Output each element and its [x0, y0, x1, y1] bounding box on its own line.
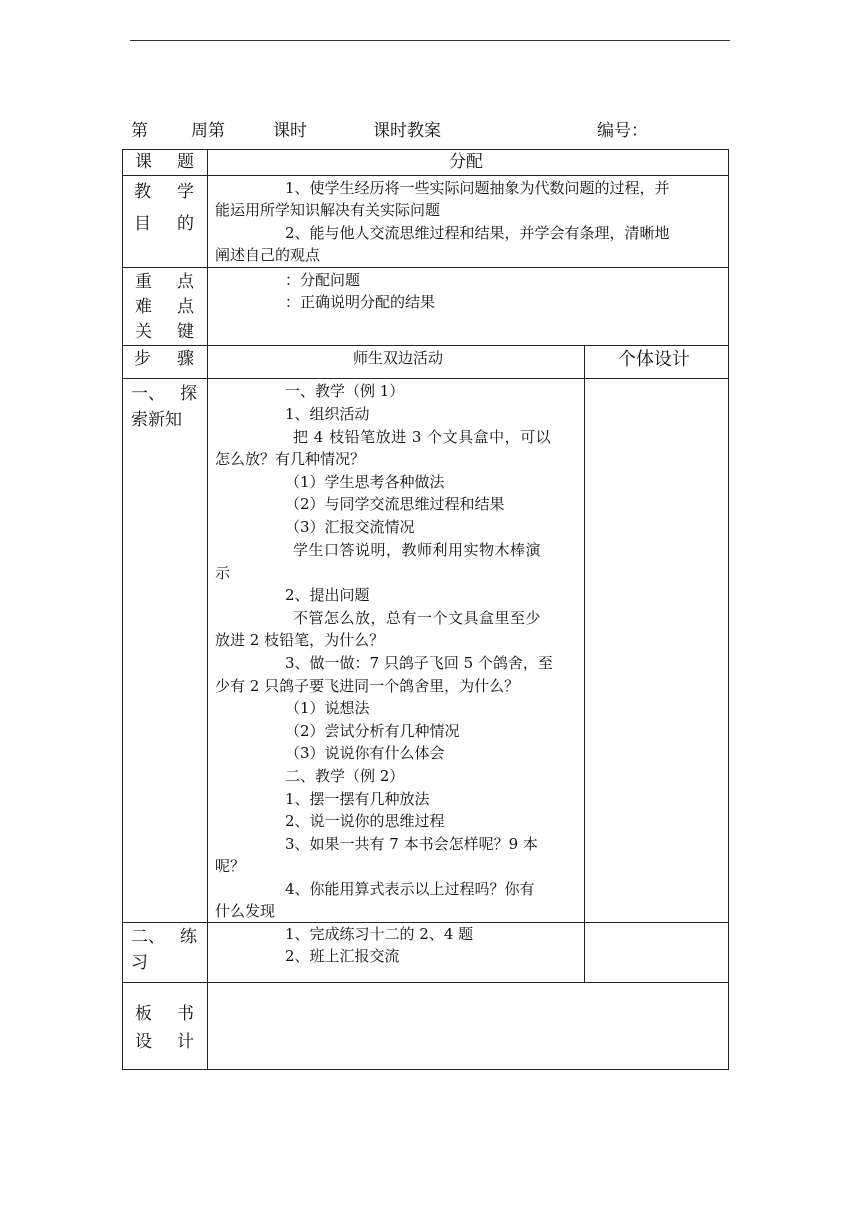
explore-line: （3）汇报交流情况 — [285, 518, 415, 536]
practice-line: 2、班上汇报交流 — [285, 947, 400, 965]
explore-line: 1、组织活动 — [285, 405, 370, 423]
explore-line: 1、摆一摆有几种放法 — [285, 790, 430, 808]
row-label-steps-1: 步 — [134, 349, 151, 369]
row-label-keypoints-4: 点 — [177, 297, 194, 317]
row-label-board-2: 书 — [177, 1004, 194, 1024]
row-label-keypoints-2: 点 — [177, 272, 194, 292]
row-label-objective-2: 学 — [177, 182, 194, 202]
explore-line: （1）学生思考各种做法 — [285, 473, 445, 491]
explore-line: 少有 2 只鸽子要飞进同一个鸽舍里，为什么？ — [215, 677, 520, 695]
explore-line: （2）与同学交流思维过程和结果 — [285, 495, 505, 513]
explore-line: （2）尝试分析有几种情况 — [285, 722, 460, 740]
row-label-board-3: 设 — [135, 1032, 152, 1052]
explore-line: 4、你能用算式表示以上过程吗？你有 — [285, 880, 535, 898]
explore-line: 示 — [215, 564, 231, 582]
row-label-board-4: 计 — [177, 1032, 194, 1052]
objective-line: 能运用所学知识解决有关实际问题 — [215, 201, 441, 219]
explore-line: （3）说说你有什么体会 — [285, 744, 445, 762]
table-row-divider — [122, 345, 729, 346]
row-label-practice-3: 习 — [131, 953, 148, 973]
row-label-keypoints-5: 关 — [135, 322, 152, 342]
explore-line: 呢？ — [215, 857, 246, 875]
row-label-topic-1: 课 — [135, 152, 152, 172]
table-col-divider — [584, 345, 585, 983]
header-week-lesson-label: 周第 — [191, 121, 225, 141]
table-border-bottom — [122, 1069, 729, 1070]
row-label-steps-2: 骤 — [177, 349, 194, 369]
explore-line: 2、说一说你的思维过程 — [285, 812, 445, 830]
header-period-label: 课时 — [273, 121, 307, 141]
explore-line: 什么发现 — [215, 902, 276, 920]
table-row-divider — [122, 982, 729, 983]
table-row-divider — [122, 175, 729, 176]
row-label-practice-1: 二、 — [131, 927, 165, 947]
objective-line: 1、使学生经历将一些实际问题抽象为代数问题的过程，并 — [285, 179, 670, 197]
explore-line: （1）说想法 — [285, 699, 370, 717]
row-label-keypoints-1: 重 — [135, 272, 152, 292]
objective-line: 阐述自己的观点 — [215, 246, 321, 264]
header-lesson-plan-label: 课时教案 — [373, 121, 441, 141]
explore-line: 一、教学（例 1） — [285, 382, 405, 400]
table-col-divider — [207, 149, 208, 1070]
activity-column-header: 师生双边活动 — [353, 349, 444, 367]
table-border-top — [122, 149, 729, 150]
header-week-label: 第 — [131, 121, 148, 141]
row-label-practice-2: 练 — [180, 927, 197, 947]
explore-line: 2、提出问题 — [285, 586, 370, 604]
keypoint-line: ：分配问题 — [285, 271, 361, 289]
explore-line: 不管怎么放，总有一个文具盒里至少 — [293, 609, 542, 627]
row-label-objective-3: 目 — [134, 214, 151, 234]
explore-line: 二、教学（例 2） — [285, 767, 405, 785]
explore-line: 3、做一做：7 只鸽子飞回 5 个鸽舍，至 — [285, 654, 553, 672]
table-row-divider — [122, 267, 729, 268]
row-label-explore-2: 探 — [180, 384, 197, 404]
table-border-right — [728, 149, 729, 1070]
row-label-objective-4: 的 — [177, 214, 194, 234]
explore-line: 把 4 枝铅笔放进 3 个文具盒中，可以 — [293, 428, 552, 446]
table-border-left — [122, 149, 123, 1070]
explore-line: 3、如果一共有 7 本书会怎样呢？9 本 — [285, 835, 538, 853]
explore-line: 放进 2 枝铅笔，为什么？ — [215, 631, 385, 649]
row-label-keypoints-6: 键 — [177, 322, 194, 342]
practice-line: 1、完成练习十二的 2、4 题 — [285, 925, 474, 943]
row-label-topic-2: 题 — [177, 152, 194, 172]
row-label-keypoints-3: 难 — [135, 297, 152, 317]
explore-line: 学生口答说明，教师利用实物木棒演 — [293, 541, 542, 559]
header-number-label: 编号： — [597, 121, 648, 141]
topic-value: 分配 — [449, 152, 483, 172]
objective-line: 2、能与他人交流思维过程和结果，并学会有条理，清晰地 — [285, 224, 670, 242]
keypoint-line: ：正确说明分配的结果 — [285, 293, 436, 311]
row-label-board-1: 板 — [135, 1004, 152, 1024]
table-row-divider — [122, 378, 729, 379]
explore-line: 怎么放？有几种情况？ — [215, 450, 366, 468]
row-label-objective-1: 教 — [134, 182, 151, 202]
row-label-explore-1: 一、 — [131, 384, 165, 404]
row-label-explore-3: 索新知 — [131, 410, 182, 430]
individual-design-header: 个体设计 — [618, 349, 690, 370]
